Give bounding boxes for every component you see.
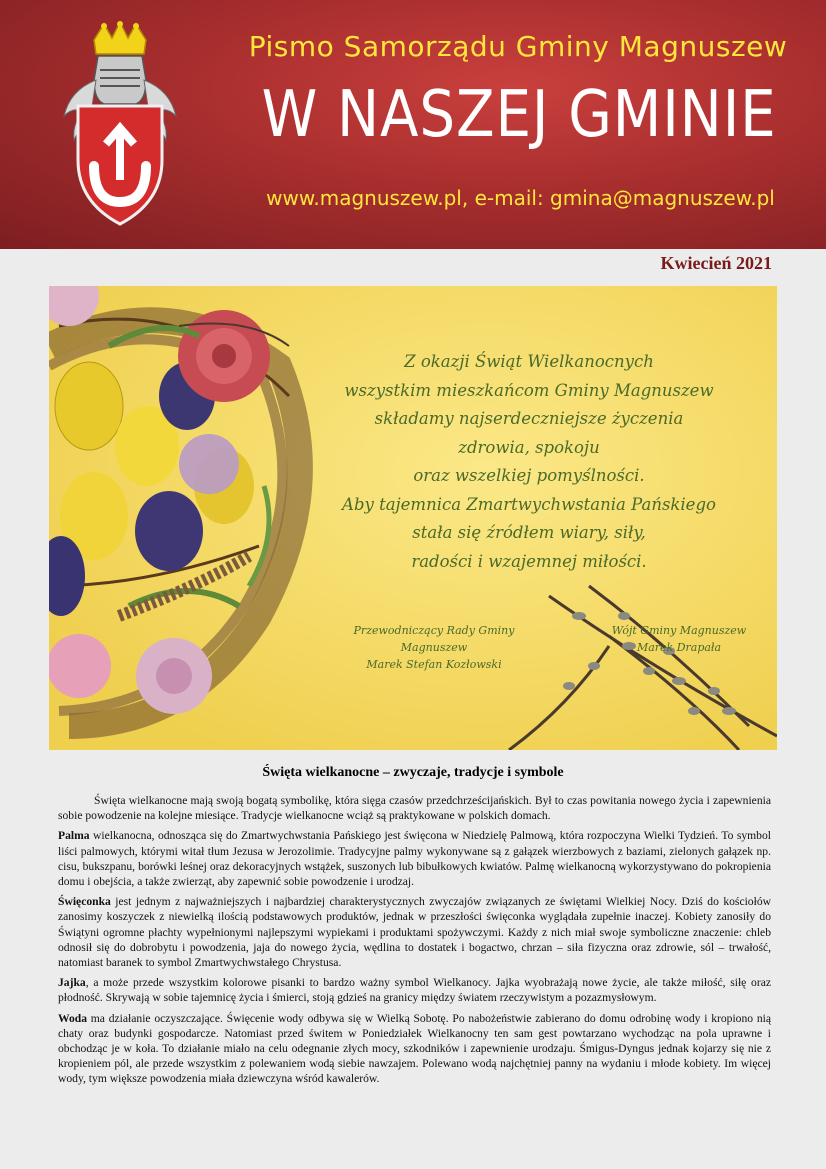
article-text: wielkanocna, odnosząca się do Zmartwychwstania Pańskiego jest święcona w Niedzielę Palmową, która rozpoczyna Wielki Tydzień. To symbol liści palmowych, którymi witał tłum Jezusa w Jerozolimie. Tradycyjne palmy wykonywane są z gałązek wierzbowych z baziami, zielonych gałązek np. cisu, bukszpanu, borówki leśnej oraz dekoracyjnych wstążek, suszonych lub bibułkowych kwiatów. Palmę wielkanocną wykorzystywano do pokropienia domu i obejścia, a także zwierząt, aby zapewnić sobie powodzenie i urodzaj.: [58, 829, 771, 889]
greeting-text: [339, 348, 719, 576]
issue-date: Kwiecień 2021: [660, 253, 772, 273]
signature-name: Marek Drapała: [636, 641, 722, 654]
greeting-line: zdrowia, spokoju: [458, 437, 600, 457]
signature-mayor: [609, 622, 749, 656]
article-paragraph-palma: [58, 828, 771, 889]
greeting-line: oraz wszelkiej pomyślności.: [413, 466, 645, 485]
greeting-line: stała się źródłem wiary, siły,: [412, 523, 646, 542]
article-text: jest jednym z najważniejszych i najbardziej charakterystycznych zwyczajów związanych ze świętami Wielkiej Nocy. Dziś do kościołów zanosimy koszyczek z niewielką ilością podstawowych produktów, jednak w przeszłości święconka wyglądała zupełnie inaczej. Kobiety zanosiły do Świątyni ogromne płachty wypełnionymi najlepszymi wypiekami i produktami spożywczymi. Każdy z nich miał swoje symboliczne znaczenie: chleb odnosił się do dobrobytu i powodzenia, jaja do nowego życia, wędlina to dostatek i bogactwo, chrzan – siła fizyczna oraz zdrowie, sól – trwałość, natomiast baranek to symbol Zmartwychwstałego Chrystusa.: [58, 895, 771, 970]
signature-role: Wójt Gminy Magnuszew: [611, 624, 747, 637]
greeting-line: Aby tajemnica Zmartwychwstania Pańskiego: [342, 494, 716, 514]
article-term: Jajka: [58, 976, 86, 990]
article-intro: Święta wielkanocne mają swoją bogatą symbolikę, która sięga czasów przedchrześcijańskich. Był to czas powitania nowego życia i zapewnienia sobie powodzenie na kolejne miesiące. Tradycje wielkanocne wciąż są praktykowane w polskich domach.: [58, 794, 771, 823]
contact-line[interactable]: www.magnuszew.pl, e-mail: gmina@magnuszew.pl: [266, 186, 775, 210]
article-title: Święta wielkanocne – zwyczaje, tradycje i symbole: [262, 765, 564, 780]
publication-title: W NASZEJ GMINIE: [261, 78, 777, 152]
article-term: Woda: [58, 1011, 87, 1025]
coat-of-arms-icon: [60, 20, 180, 230]
signature-council-chair: [327, 622, 541, 673]
greeting-line: radości i wzajemnej miłości.: [411, 551, 647, 571]
article-paragraph-jajka: [58, 975, 771, 1005]
article-text: , a może przede wszystkim kolorowe pisanki to bardzo ważny symbol Wielkanocy. Jajka wyobrażają nowe życie, ale także miłość, siłę oraz płodność. Skrywają w sobie tajemnicę życia i śmierci, stoją gdzieś na granicy między światem rzeczywistym a pozazmysłowym.: [58, 976, 771, 1005]
greeting-line: składamy najserdeczniejsze życzenia: [374, 409, 684, 428]
masthead: [0, 0, 826, 249]
article-term: Święconka: [58, 895, 111, 909]
signature-role: Przewodniczący Rady Gminy Magnuszew: [353, 624, 515, 654]
signature-name: Marek Stefan Kozłowski: [366, 658, 502, 671]
article-term: Palma: [58, 829, 90, 843]
greeting-line: Z okazji Świąt Wielkanocnych: [404, 352, 654, 371]
publication-tagline: Pismo Samorządu Gminy Magnuszew: [248, 30, 788, 63]
article-paragraph-woda: [58, 1011, 771, 1087]
greeting-line: wszystkim mieszkańcom Gminy Magnuszew: [344, 380, 714, 400]
article-body: [58, 793, 771, 1092]
easter-greeting-card: [49, 286, 777, 750]
article-paragraph-swieconka: [58, 894, 771, 970]
article-text: ma działanie oczyszczające. Święcenie wody odbywa się w Wielką Sobotę. Po nabożeństwie zabierano do domu odrobinę wody i kropiono nią chaty oraz budynki gospodarcze. Natomiast przed świtem w Poniedziałek Wielkanocny ten sam gest powtarzano wychodząc na pola uprawne i obchodząc je w koła. To działanie miało na celu odegnanie złych mocy, szkodników i zapewnienie urodzaju. Śmigus-Dyngus jednak kojarzy się nie z kropieniem pól, ale przede wszystkim z polewaniem wodą siebie nawzajem. Polewano wodą najchętniej panny na wydaniu i młode kobiety. Im więcej wody, tym większe powodzenia miała dziewczyna wśród kawalerów.: [58, 1011, 771, 1086]
